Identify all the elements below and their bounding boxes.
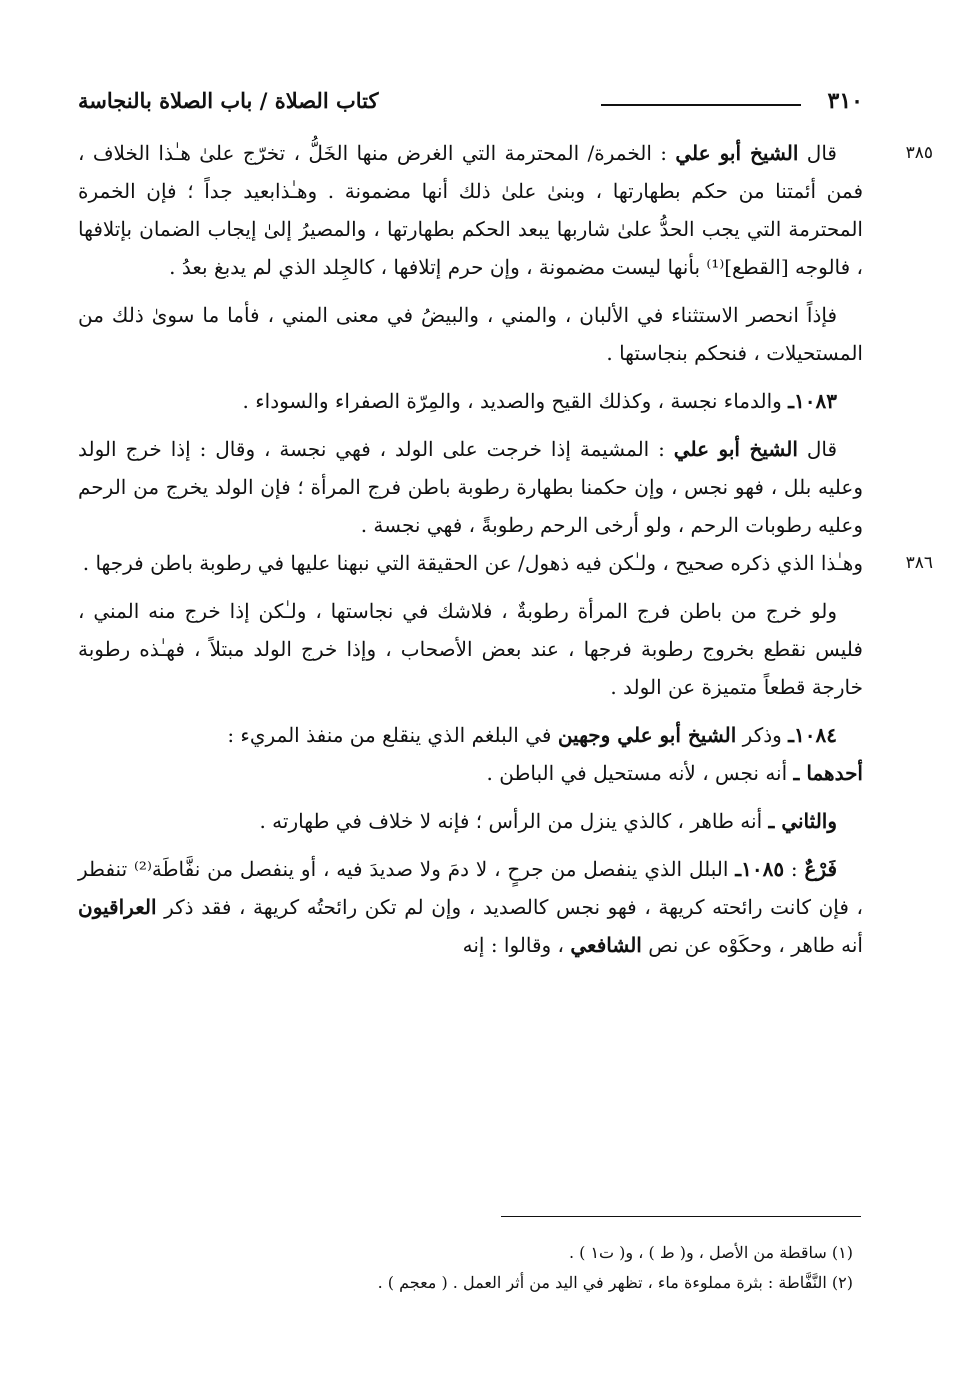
paragraph-3-issue-1083 [78,382,863,420]
p7-text-c: في البلغم الذي ينقلع من منفذ المريء : [227,723,558,747]
footnote-2: (٢) النَّفَّاطة : بثرة مملوءة ماء ، تظهر في اليد من أثر العمل . ( معجم ) . [377,1273,853,1292]
issue-number-1083: ١٠٨٣ـ [788,389,837,413]
p7-text-a: وذكر [736,723,789,747]
issue-number-1085: ١٠٨٥ـ [735,857,785,881]
paragraph-2: فإذاً انحصر الاستثناء في الألبان ، والمني ، والبيضُ في معنى المني ، فأما ما سوىٰ ذلك من المستحيلات ، فنحكم بنجاستها . [78,303,863,365]
p10-bold-shafii: الشافعي [570,933,642,957]
p1-bold-name: الشيخ أبو علي [675,141,799,165]
margin-ref-386: ٣٨٦ [905,553,933,573]
p10-text-e: ، وقالوا : إنه [462,933,571,957]
p7-bold-name: الشيخ أبو علي وجهين [557,723,737,747]
page-body [78,134,933,974]
p9-bold-lead: والثاني ـ [768,809,837,833]
p10-colon: : [784,857,805,881]
paragraph-9 [78,802,863,840]
p4-text-a: قال [797,437,838,461]
p10-text-a: البلل الذي ينفصل من جرحٍ ، لا دمَ ولا صديدَ فيه ، أو ينفصل من نفَّاطَة⁽²⁾ تنفطر ، فإن كانت رائحته كريهة ، فهو نجس كالصديد ، وإن لم تكن رائحتُه كريهة ، فقد ذكر [78,857,863,919]
header-rule [601,104,801,106]
paragraph-5 [78,544,933,582]
paragraph-1 [78,134,933,286]
paragraph-4 [78,430,863,544]
paragraph-7-issue-1084 [78,716,863,754]
p4-text-c: : المشيمة إذا خرجت على الولد ، فهي نجسة ، وقال : إذا خرج الولد وعليه بلل ، فهو نجس ، وإن حكمنا بطهارة رطوبة باطن فرج المرأة ؛ فإن الولد يخرج من الرحم وعليه رطوبات الرحم ، ولو أرخى الرحم رطوبةً ، فهي نجسة . [78,437,863,537]
p3-text: والدماء نجسة ، وكذلك القيح والصديد ، والمِرّة الصفراء والسوداء . [242,389,789,413]
footnote-1: (١) ساقطة من الأصل ، و( ط ) ، و( ت١ ) . [568,1243,853,1262]
p1-text-c: : الخمرة/ المحترمة التي الغرض منها الخَلُّ ، تخرّج علىٰ هـٰذا الخلاف ، فمن أئمتنا من حكم بطهارتها ، وبنىٰ علىٰ ذلك أنها مضمونة . وهـٰذابعيد جداً ؛ فإن الخمرة المحترمة التي يجب الحدُّ علىٰ شاربها يبعد الحكم بطهارتها ، والمصيرُ إلىٰ إيجاب الضمان بإتلافها ، فالوجه [القطع]⁽¹⁾ بأنها ليست مضمونة ، وإن حرم إتلافها ، كالجِلد الذي لم يدبغ بعدُ . [78,141,863,279]
page-number: ٣١٠ [827,88,863,114]
p5-text: وهـٰذا الذي ذكره صحيح ، ولـٰكن فيه ذهول/ عن الحقيقة التي نبهنا عليها في رطوبة باطن فرجها . [82,551,863,575]
footnotes [78,1238,863,1298]
issue-number-1084: ١٠٨٤ـ [788,723,837,747]
margin-ref-385: ٣٨٥ [905,143,933,163]
paragraph-6: ولو خرج من باطن فرج المرأة رطوبةٌ ، فلاشك في نجاستها ، ولـٰكن إذا خرج منه المني ، فليس نقطع بخروج رطوبة فرجها ، عند بعض الأصحاب ، وإذا خرج الولد مبتلاً ، فهـٰذه رطوبة خارجة قطعاً متميزة عن الولد . [78,599,863,699]
running-header [78,86,863,120]
footnote-separator [501,1216,861,1217]
paragraph-10-issue-1085 [78,850,863,964]
far-heading: فَرْعٌ [804,857,838,881]
running-title: كتاب الصلاة / باب الصلاة بالنجاسة [78,88,379,113]
paragraph-8 [78,754,863,792]
p8-bold-lead: أحدهما ـ [793,761,863,785]
p8-text: أنه نجس ، لأنه مستحيل في الباطن . [486,761,794,785]
p10-text-c: أنه طاهر ، وحكَوْه عن نص [641,933,863,957]
p10-bold-iraqiyun: العراقيون [78,895,157,919]
p4-bold-name: الشيخ أبو علي [673,437,798,461]
p1-text-a: قال [798,141,837,165]
p9-text: أنه طاهر ، كالذي ينزل من الرأس ؛ فإنه لا خلاف في طهارته . [259,809,769,833]
